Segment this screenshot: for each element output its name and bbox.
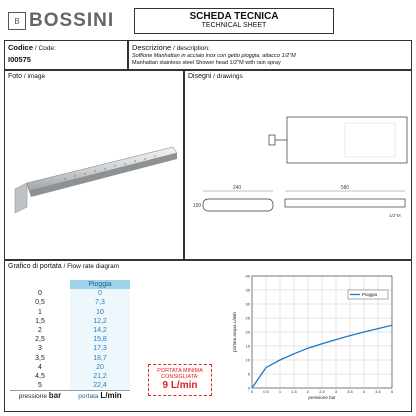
description-label: Descrizione — [132, 43, 172, 52]
y-tick-label: 20 — [245, 329, 250, 335]
data-point — [251, 387, 252, 388]
legend-label: Pioggia — [362, 292, 378, 297]
data-point — [265, 367, 266, 368]
footer-flow: portata L/min — [70, 391, 130, 401]
table-row: 2,5 15,8 — [10, 335, 130, 344]
page-title: SCHEDA TECNICA — [189, 11, 279, 22]
table-row: 1,5 12,2 — [10, 317, 130, 326]
x-tick-label: 1 — [278, 389, 282, 394]
table-row: 1 10 — [10, 308, 130, 317]
page-subtitle: TECHNICAL SHEET — [201, 22, 267, 29]
header — [4, 4, 412, 38]
table-row: 5 22,4 — [10, 381, 130, 391]
description-box — [128, 40, 412, 70]
data-point — [349, 335, 350, 336]
x-axis-label: pressione bar — [308, 395, 336, 400]
data-point — [391, 325, 392, 326]
table-row: 2 14,2 — [10, 326, 130, 335]
drawings-box — [184, 70, 412, 260]
x-tick-label: 0 — [250, 389, 254, 394]
title-box — [134, 8, 334, 34]
x-tick-label: 5 — [390, 389, 394, 394]
table-row: 4 20 — [10, 363, 130, 372]
min-flow-value: 9 L/min — [162, 380, 198, 391]
x-tick-label: 4 — [362, 389, 366, 394]
description-en: Manhattan stainless steel Shower head 1/2"M with rain spray — [132, 60, 281, 66]
description-label-en: / description: — [173, 45, 210, 52]
dim-length-label: 580 — [340, 185, 350, 191]
code-label-en: / Code: — [34, 45, 56, 52]
technical-sheet — [4, 4, 412, 412]
y-tick-label: 15 — [245, 343, 250, 349]
y-tick-label: 0 — [247, 385, 250, 391]
data-point — [335, 339, 336, 340]
brand-name: BOSSINI — [29, 10, 115, 31]
y-tick-label: 40 — [245, 273, 250, 279]
y-tick-label: 10 — [245, 357, 250, 363]
x-tick-label: 1.5 — [291, 389, 297, 394]
flow-label-en: / Flow rate diagram — [63, 263, 120, 270]
drawings-label-en: / drawings — [213, 73, 243, 80]
data-point — [279, 359, 280, 360]
data-point — [293, 353, 294, 354]
technical-drawing — [185, 87, 411, 259]
flow-label: Grafico di portata — [8, 263, 62, 270]
table-row: 3,5 18,7 — [10, 354, 130, 363]
min-flow-note — [148, 364, 212, 396]
photo-label: Foto — [8, 73, 23, 80]
x-tick-label: 0.5 — [263, 389, 269, 394]
table-row: 4,5 21,2 — [10, 372, 130, 381]
y-tick-label: 35 — [245, 287, 250, 293]
dim-height-label: 100 — [192, 203, 202, 209]
min-flow-line2: CONSIGLIATA: — [161, 374, 199, 380]
photo-label-en: / image — [23, 73, 46, 80]
brand-mark-icon: B — [8, 12, 26, 30]
data-point — [321, 343, 322, 344]
code-box — [4, 40, 128, 70]
x-tick-label: 3.5 — [347, 389, 353, 394]
table-row: 0 0 — [10, 289, 130, 298]
dim-width-label: 240 — [232, 185, 242, 191]
flow-chart — [230, 270, 400, 406]
y-axis-label: portata acqua L/min — [232, 312, 237, 352]
description-it: Soffione Manhattan in acciaio inox con getto pioggia, attacco 1/2"M — [132, 53, 296, 59]
dim-thread-label: 1/2"M — [389, 213, 401, 218]
data-point — [377, 328, 378, 329]
table-row: 3 17,3 — [10, 344, 130, 353]
code-label: Codice — [8, 43, 34, 52]
data-point — [363, 331, 364, 332]
flow-table — [10, 280, 130, 400]
data-point — [307, 348, 308, 349]
code-value: I00575 — [8, 55, 31, 64]
x-tick-label: 4.5 — [375, 389, 381, 394]
x-tick-label: 2 — [306, 389, 310, 394]
drawings-label: Disegni — [188, 73, 212, 80]
product-photo — [5, 87, 183, 257]
flow-col-header: Pioggia — [70, 280, 130, 289]
y-tick-label: 30 — [245, 301, 250, 307]
min-flow-line1: PORTATA MINIMA — [157, 368, 203, 374]
x-tick-label: 2.5 — [319, 389, 325, 394]
brand-logo — [8, 8, 128, 34]
table-row: 0,5 7,3 — [10, 298, 130, 307]
y-tick-label: 25 — [245, 315, 250, 321]
x-tick-label: 3 — [334, 389, 338, 394]
y-tick-label: 5 — [247, 371, 250, 377]
photo-box — [4, 70, 184, 260]
footer-pressure: pressione bar — [18, 391, 62, 401]
